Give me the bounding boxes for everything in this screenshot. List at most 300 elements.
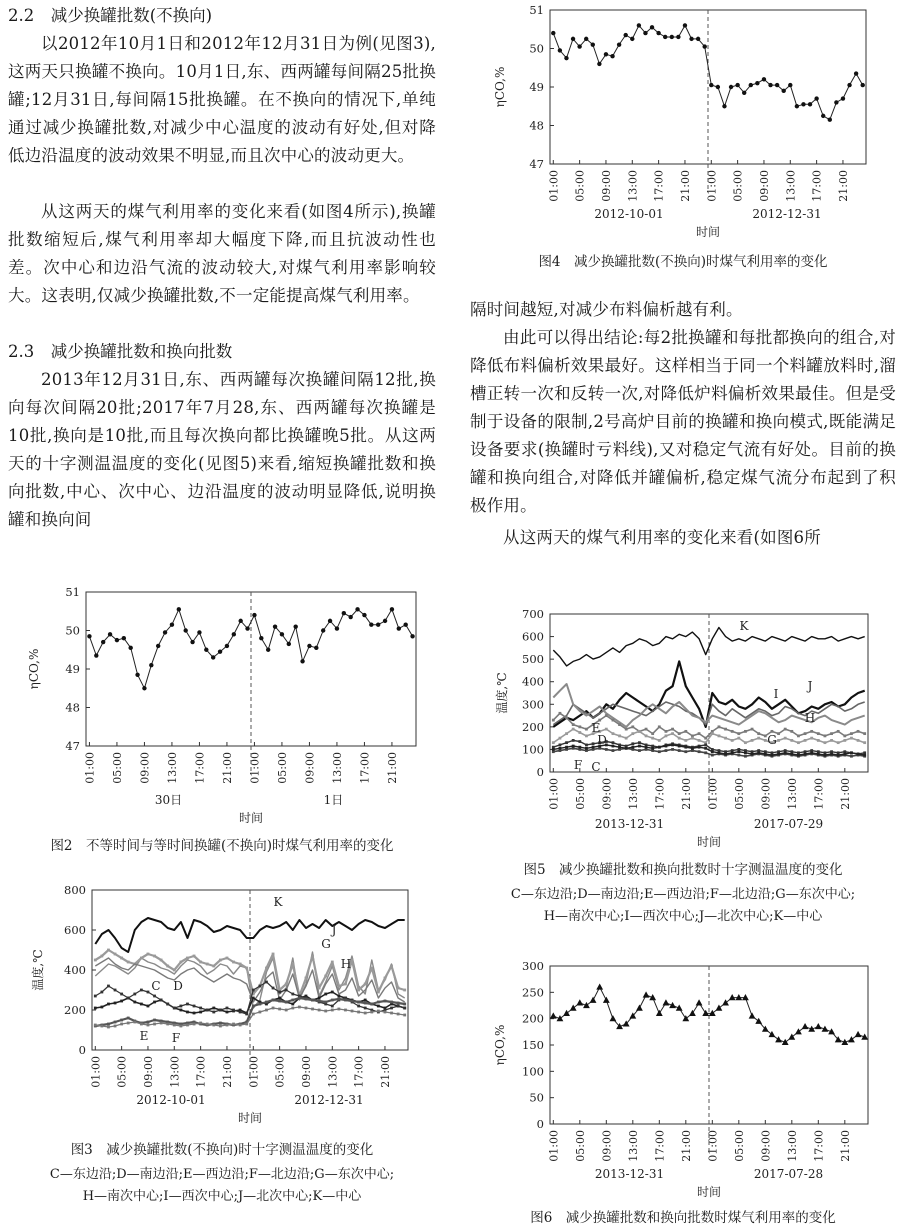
data-point [305, 1007, 308, 1010]
paragraph-6: 从这两天的煤气利用率的变化来看(如图6所 [503, 528, 821, 547]
data-point [305, 998, 308, 1001]
y-tick-label: 600 [64, 923, 86, 937]
data-point [219, 1022, 222, 1025]
data-point [258, 1011, 261, 1014]
data-point [804, 739, 807, 742]
data-point [610, 1015, 617, 1021]
data-point [212, 1011, 215, 1014]
y-tick-label: 400 [522, 674, 544, 689]
data-point [671, 728, 674, 731]
data-point [94, 959, 97, 962]
data-point [273, 624, 277, 628]
data-point [837, 741, 840, 744]
data-point [663, 35, 667, 39]
data-point [199, 1011, 202, 1014]
data-point [817, 732, 820, 735]
data-point [552, 748, 555, 751]
data-point [824, 734, 827, 737]
data-point [612, 732, 615, 735]
y-axis-label: 温度,℃ [31, 949, 45, 991]
data-point [834, 100, 838, 104]
data-point [298, 997, 301, 1000]
y-tick-label: 200 [522, 719, 544, 734]
data-point [729, 994, 736, 1000]
day-label: 2017-07-29 [753, 817, 824, 831]
data-point [127, 961, 130, 964]
data-point [199, 961, 202, 964]
x-axis-label: 时间 [238, 811, 264, 825]
data-point [291, 999, 294, 1002]
data-point [160, 1022, 163, 1025]
data-point [337, 995, 340, 998]
data-point [173, 969, 176, 972]
data-point [597, 62, 601, 66]
data-point [749, 1012, 756, 1018]
data-point [252, 1005, 255, 1008]
data-point [100, 1006, 103, 1009]
data-point [596, 983, 603, 989]
day-label: 2013-12-31 [594, 1167, 665, 1181]
data-point [643, 991, 650, 997]
x-axis-label: 时间 [695, 225, 721, 239]
x-tick-label: 17:00 [352, 1056, 366, 1088]
data-point [114, 1021, 117, 1024]
data-point [764, 753, 767, 756]
data-point [100, 1025, 103, 1028]
data-point [364, 1007, 367, 1010]
data-point [238, 619, 242, 623]
y-tick-label: 250 [522, 985, 544, 1000]
x-tick-label: 09:00 [303, 752, 317, 784]
section-heading: 2.2 减少换罐批数(不换向) [8, 6, 213, 25]
x-tick-label: 17:00 [652, 170, 666, 202]
data-point [645, 734, 648, 737]
data-point [348, 615, 352, 619]
data-point [817, 753, 820, 756]
y-tick-label: 50 [529, 41, 544, 56]
y-tick-label: 47 [529, 157, 544, 171]
data-point [777, 739, 780, 742]
data-point [618, 746, 621, 749]
series-label-H: H [340, 957, 352, 971]
data-point [127, 997, 130, 1000]
data-point [142, 686, 146, 690]
figure-5-legend-line1: C—东边沿;D—南边沿;E—西边沿;F—北边沿;G—东次中心; [510, 887, 856, 902]
data-point [397, 1002, 400, 1005]
data-point [331, 961, 334, 964]
data-point [617, 42, 621, 46]
data-point [166, 965, 169, 968]
data-point [115, 638, 119, 642]
data-point [757, 737, 760, 740]
data-point [321, 628, 325, 632]
data-point [318, 987, 321, 990]
data-point [232, 632, 236, 636]
y-tick-label: 150 [522, 1038, 544, 1052]
data-point [291, 1007, 294, 1010]
y-axis-label: 温度,℃ [495, 672, 509, 714]
data-point [704, 744, 707, 747]
data-point [591, 42, 595, 46]
data-point [153, 955, 156, 958]
paragraph-2 [8, 198, 436, 310]
data-point [550, 1012, 557, 1018]
data-point [630, 37, 634, 41]
x-tick-label: 13:00 [785, 778, 799, 810]
data-point [578, 731, 581, 734]
data-point [376, 623, 380, 627]
section-heading: 2.3 减少换罐批数和换向批数 [8, 342, 233, 361]
x-tick-label: 17:00 [194, 1056, 208, 1088]
data-point [94, 995, 97, 998]
y-tick-label: 48 [65, 700, 80, 715]
x-tick-label: 05:00 [731, 170, 745, 202]
data-point [351, 1000, 354, 1003]
data-point [278, 991, 281, 994]
data-point [280, 632, 284, 636]
data-point [592, 742, 595, 745]
data-point [390, 1001, 393, 1004]
paragraph-text: 从这两天的煤气利用率的变化来看(如图4所示),换罐批数缩短后,煤气利用率却大幅度下降,而且抗波动性也差。次中心和边沿气流的波动较大,对煤气利用率影响较大。这表明,仅减少换罐批数,不一定能提高煤气利用率。 [8, 202, 436, 305]
x-tick-label: 17:00 [653, 778, 667, 810]
x-tick-label: 09:00 [757, 170, 771, 202]
data-point [226, 957, 229, 960]
data-point [252, 989, 255, 992]
data-point [751, 739, 754, 742]
data-point [788, 1034, 795, 1040]
figure-3-caption-block [8, 1140, 436, 1208]
x-tick-label: 05:00 [732, 778, 746, 810]
paragraph-text: 以2012年10月1日和2012年12月31日为例(见图3),这两天只换罐不换向。10月1日,东、西两罐每间隔25批换罐;12月31日,每间隔15批换罐。在不换向的情况下,单纯通过减少换罐批数,对减少中心温度的波动有好处,但对降低边沿温度的波动效果不明显,而且次中心的波动更大。 [8, 34, 436, 165]
data-point [645, 728, 648, 731]
x-tick-label: 13:00 [626, 1130, 640, 1162]
data-point [232, 1009, 235, 1012]
data-point [737, 732, 740, 735]
data-point [552, 719, 555, 722]
data-point [390, 1007, 393, 1010]
data-point [612, 745, 615, 748]
y-tick-label: 700 [522, 607, 544, 621]
data-point [344, 983, 347, 986]
data-point [585, 747, 588, 750]
data-point [658, 739, 661, 742]
data-point [226, 1007, 229, 1010]
data-point [592, 746, 595, 749]
data-point [585, 734, 588, 737]
figure-3-chart [10, 878, 436, 1134]
data-point [744, 751, 747, 754]
figure-4-chart [470, 0, 896, 246]
data-point [735, 994, 742, 1000]
data-point [107, 1003, 110, 1006]
data-point [342, 611, 346, 615]
y-tick-label: 300 [522, 697, 544, 712]
data-point [843, 753, 846, 756]
data-point [390, 607, 394, 611]
x-tick-label: 13:00 [626, 778, 640, 810]
data-point [377, 991, 380, 994]
data-point [147, 953, 150, 956]
data-point [226, 1011, 229, 1014]
paragraph-4: 隔时间越短,对减少布料偏析越有利。 [470, 300, 743, 319]
x-tick-label: 05:00 [573, 170, 587, 202]
data-point [810, 730, 813, 733]
data-point [830, 739, 833, 742]
data-point [696, 37, 700, 41]
data-point [212, 1007, 215, 1010]
data-point [850, 751, 853, 754]
data-point [775, 83, 779, 87]
data-point [219, 959, 222, 962]
data-point [744, 741, 747, 744]
data-point [163, 630, 167, 634]
data-point [232, 961, 235, 964]
data-point [711, 732, 714, 735]
data-point [731, 730, 734, 733]
data-point [830, 753, 833, 756]
data-point [186, 1011, 189, 1014]
data-point [711, 750, 714, 753]
data-point [576, 999, 583, 1005]
data-point [645, 746, 648, 749]
series-label-D: D [173, 979, 183, 993]
data-point [605, 728, 608, 731]
data-point [625, 737, 628, 740]
data-point [239, 1024, 242, 1027]
data-point [751, 753, 754, 756]
x-tick-label: 01:00 [547, 778, 561, 810]
x-tick-label: 01:00 [89, 1056, 103, 1088]
day-label: 2012-12-31 [294, 1093, 364, 1107]
data-point [351, 1010, 354, 1013]
x-tick-label: 21:00 [378, 1056, 392, 1088]
data-point [683, 23, 687, 27]
data-point [788, 83, 792, 87]
series-label-F: F [171, 1031, 181, 1045]
data-point [140, 1023, 143, 1026]
data-point [324, 993, 327, 996]
data-point [801, 102, 805, 106]
x-tick-label: 09:00 [599, 170, 613, 202]
data-point [795, 104, 799, 108]
data-point [397, 1013, 400, 1016]
data-point [855, 1031, 862, 1037]
x-tick-label: 13:00 [326, 1056, 340, 1088]
data-point [678, 745, 681, 748]
data-point [857, 730, 860, 733]
data-point [377, 1005, 380, 1008]
right-column-text [470, 296, 896, 552]
data-point [795, 1028, 802, 1034]
data-point [133, 1001, 136, 1004]
data-point [211, 655, 215, 659]
data-point [643, 31, 647, 35]
data-point [245, 626, 249, 630]
data-point [212, 965, 215, 968]
data-point [815, 1023, 822, 1029]
data-point [278, 997, 281, 1000]
paragraph-1 [8, 30, 436, 170]
x-tick-label: 17:00 [358, 752, 372, 784]
data-point [863, 732, 866, 735]
data-point [307, 644, 311, 648]
data-point [572, 739, 575, 742]
data-point [100, 991, 103, 994]
data-point [149, 663, 153, 667]
data-point [147, 1024, 150, 1027]
data-point [193, 1005, 196, 1008]
x-tick-label: 21:00 [220, 752, 234, 784]
data-point [364, 1012, 367, 1015]
x-tick-label: 21:00 [385, 752, 399, 784]
data-point [817, 739, 820, 742]
data-point [651, 737, 654, 740]
data-point [704, 747, 707, 750]
day-label: 2012-12-31 [752, 207, 822, 221]
x-tick-label: 01:00 [705, 170, 719, 202]
data-point [658, 746, 661, 749]
data-point [691, 737, 694, 740]
data-point [193, 1012, 196, 1015]
series-label-G: G [321, 937, 331, 951]
data-point [272, 1007, 275, 1010]
y-tick-label: 100 [522, 742, 544, 757]
data-point [232, 1023, 235, 1026]
x-tick-label: 01:00 [547, 1130, 561, 1162]
data-point [331, 1009, 334, 1012]
data-point [716, 1005, 723, 1011]
y-tick-label: 51 [65, 585, 80, 599]
data-point [245, 1013, 248, 1016]
data-point [370, 1003, 373, 1006]
x-tick-label: 09:00 [759, 1130, 773, 1162]
data-point [782, 89, 786, 93]
data-point [578, 725, 581, 728]
data-point [578, 746, 581, 749]
data-point [665, 730, 668, 733]
data-point [790, 730, 793, 733]
data-point [120, 1019, 123, 1022]
data-point [140, 989, 143, 992]
data-point [357, 1011, 360, 1014]
data-point [114, 989, 117, 992]
x-tick-label: 17:00 [653, 1130, 667, 1162]
data-point [590, 997, 597, 1003]
data-point [689, 1010, 696, 1016]
data-point [265, 967, 268, 970]
data-point [199, 1022, 202, 1025]
day-label: 2017-07-28 [753, 1167, 824, 1181]
data-point [631, 732, 634, 735]
data-point [108, 632, 112, 636]
data-point [258, 1003, 261, 1006]
x-tick-label: 05:00 [110, 752, 124, 784]
data-point [828, 118, 832, 122]
x-tick-label: 21:00 [679, 778, 693, 810]
data-point [624, 33, 628, 37]
data-point [94, 1007, 97, 1010]
x-tick-label: 05:00 [573, 1130, 587, 1162]
data-point [749, 83, 753, 87]
data-point [285, 1001, 288, 1004]
data-point [631, 725, 634, 728]
data-point [797, 741, 800, 744]
y-tick-label: 50 [65, 623, 80, 638]
data-point [605, 714, 608, 717]
x-tick-label: 13:00 [165, 752, 179, 784]
data-point [585, 728, 588, 731]
data-point [565, 732, 568, 735]
figure-6-caption-block [470, 1208, 896, 1228]
data-point [638, 745, 641, 748]
x-tick-label: 13:00 [784, 170, 798, 202]
data-point [193, 1023, 196, 1026]
data-point [665, 734, 668, 737]
data-point [265, 1009, 268, 1012]
y-tick-label: 49 [65, 662, 80, 676]
data-point [625, 747, 628, 750]
figure-3-caption: 图3 减少换罐批数(不换向)时十字测温温度的变化 [70, 1142, 374, 1158]
x-axis-label: 时间 [696, 1185, 722, 1199]
x-tick-label: 09:00 [138, 752, 152, 784]
x-tick-label: 21:00 [679, 1130, 693, 1162]
data-point [551, 31, 555, 35]
data-point [135, 673, 139, 677]
data-point [252, 997, 255, 1000]
data-point [300, 659, 304, 663]
data-point [377, 1001, 380, 1004]
data-point [631, 742, 634, 745]
data-point [305, 977, 308, 980]
data-point [564, 56, 568, 60]
data-point [186, 1024, 189, 1027]
x-tick-label: 21:00 [838, 778, 852, 810]
data-point [612, 719, 615, 722]
data-point [610, 54, 614, 58]
data-point [384, 1000, 387, 1003]
data-point [153, 1023, 156, 1026]
data-point [133, 993, 136, 996]
data-point [718, 725, 721, 728]
paragraph-5: 由此可以得出结论:每2批换罐和每批都换向的组合,对降低布料偏析效果最好。这样相当于同一个料罐放料时,溜槽正转一次和反转一次,对降低炉料偏析效果最佳。但是受制于设备的限制,2号高炉目前的换罐和换向模式,既能满足设备要求(换罐时亏料线),又对稳定气流有好处。目前的换罐和换向组合,对降低并罐偏析,稳定煤气流分布起到了积极作用。 [470, 328, 896, 515]
data-point [324, 975, 327, 978]
figure-2-chart [10, 578, 436, 830]
data-point [731, 739, 734, 742]
series-label-E: E [591, 721, 601, 735]
data-point [219, 1025, 222, 1028]
data-point [173, 1024, 176, 1027]
data-point [204, 648, 208, 652]
data-point [166, 1003, 169, 1006]
data-point [841, 96, 845, 100]
data-point [631, 746, 634, 749]
data-point [572, 728, 575, 731]
data-point [704, 737, 707, 740]
data-point [755, 1018, 762, 1024]
data-point [698, 750, 701, 753]
data-point [127, 1022, 130, 1025]
data-point [160, 999, 163, 1002]
data-point [94, 653, 98, 657]
data-point [186, 1003, 189, 1006]
data-point [665, 749, 668, 752]
data-point [724, 753, 727, 756]
y-tick-label: 0 [78, 1043, 86, 1057]
x-tick-label: 05:00 [273, 1056, 287, 1088]
data-point [364, 999, 367, 1002]
data-point [663, 999, 670, 1005]
x-tick-label: 01:00 [248, 752, 262, 784]
